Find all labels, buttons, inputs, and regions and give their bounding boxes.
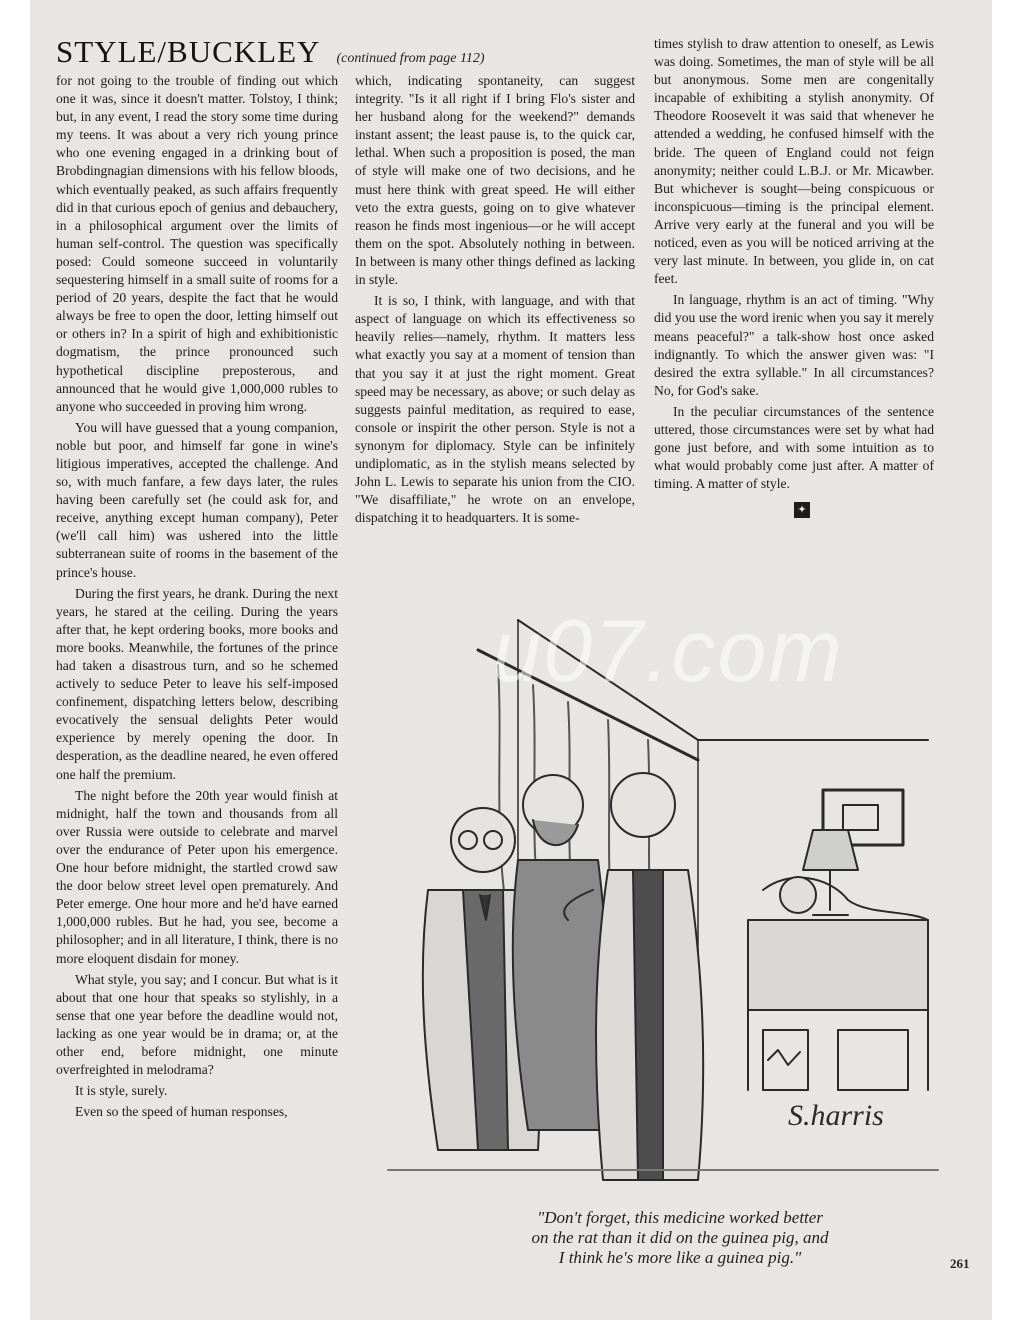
paragraph: times stylish to draw attention to oneself, as Lewis was doing. Sometimes, the man of style will be all but anonymous. Some men are congenitally incapable of exhibiting a stylish anonymity. Of Theodore Roosevelt it was said that whenever he attended a wedding, he confused himself with the bride. The queen of England could not feign anonymity; neither could L.B.J. or Mr. Micawber. But whichever is sought—being conspicuous or inconspicuous—timing is the principal element. Arrive very early at the funeral and you will be noticed, even as you will be noticed arriving at the very last minute. In between, you glide in, on cat feet. [654, 36, 934, 287]
caption-line: on the rat than it did on the guinea pig, and [531, 1228, 829, 1247]
text-column-3 [654, 35, 934, 555]
page-number: 261 [950, 1256, 970, 1271]
article-title: STYLE/BUCKLEY [56, 34, 321, 69]
text-column-1 [56, 72, 338, 1284]
paragraph: The night before the 20th year would finish at midnight, half the town and thousands from all over Russia were outside to celebrate and marvel over the endurance of Peter upon his emergence. One hour before midnight, the startled crowd saw the door below street level open prematurely. And Peter emerge. One hour more and he'd have earned 1,000,000 rubles. But he had, you see, become a philosopher; and in all literature, I think, there is no more eloquent disdain for money. [56, 787, 338, 966]
article-header [56, 34, 616, 74]
caption-line: I think he's more like a guinea pig." [558, 1248, 802, 1267]
paragraph: It is style, surely. [75, 1083, 168, 1099]
continued-note: (continued from page 112) [336, 51, 485, 66]
paragraph: What style, you say; and I concur. But what is it about that one hour that speaks so stylishly, in a sense that one year before the deadline would not, lacking as one year would be in drama; or, at the other end, before midnight, one minute overfreighted in melodrama? [56, 971, 338, 1078]
paragraph: In language, rhythm is an act of timing. "Why did you use the word irenic when you say it merely means peaceful?" a talk-show host once asked indignantly. To which the answer given was: "I desired the extra syllable." In all circumstances? No, for God's sake. [654, 292, 934, 398]
cartoon-signature: S.harris [788, 1099, 884, 1132]
paragraph: Even so the speed of human responses, [75, 1104, 288, 1120]
paragraph: You will have guessed that a young companion, noble but poor, and himself far gone in wine's litigious imperatives, accepted the challenge. And so, with much fanfare, a few days later, the rules having been carefully set (he could ask for, and receive, anything except human company), Peter (we'll call him) was ushered into the little subterranean suite of rooms in the basement of the prince's house. [56, 419, 338, 580]
paragraph: for not going to the trouble of finding out which one it was, since it doesn't matter. Tolstoy, I think; but, in any event, I read the story some time during my teens. It was about a very rich young prince who one evening engaged in a drinking bout of Brobdingnagian dimensions with his fellow bloods, which eventually peaked, as such affairs frequently did in that curious epoch of genius and debauchery, in a philosophical argument over the limits of human self-control. The question was specifically posed: Could someone succeed in voluntarily sequestering himself in a small suite of rooms for a period of 20 years, despite the fact that he would always be free to open the door, letting himself out or others in? In a spirit of high and exhibitionistic dogmatism, the prince pronounced such hypothetical discipline preposterous, and announced that he would give 1,000,000 rubles to anyone who succeeded in proving him wrong. [56, 73, 338, 414]
caption-line: "Don't forget, this medicine worked better [537, 1208, 823, 1227]
end-of-article-icon: ✦ [794, 502, 810, 518]
paragraph: In the peculiar circumstances of the sentence uttered, those circumstances were set by what had gone just before, and with some intuition as to what would probably come just after. A matter of timing. A matter of style. [654, 403, 934, 492]
paragraph: During the first years, he drank. During the next years, he stared at the ceiling. During the years after that, he kept ordering books, more books and more books. Meanwhile, the fortunes of the prince had taken a disastrous turn, and so he schemed actively to seduce Peter to leave his self-imposed confinement, dispatching letters below, describing evocatively the sensual delights Peter would experience by merely opening the door. In desperation, as the deadline neared, he even offered one half the premium. [56, 585, 338, 782]
text-column-2 [355, 72, 635, 577]
magazine-page [30, 0, 992, 1320]
paragraph: It is so, I think, with language, and with that aspect of language on which its effectiveness so heavily relies—namely, rhythm. It matters less what exactly you say at a moment of tension than that you say it at just the right moment. Great speed may be necessary, as above; or such delay as suggests painful meditation, as required to ease, console or inspirit the other person. Style is not a synonym for diplomacy. Style can be infinitely undiplomatic, as in the stylish means selected by John L. Lewis to separate his union from the CIO. "We disaffiliate," he wrote on an envelope, dispatching it to headquarters. It is some- [355, 293, 635, 526]
paragraph: which, indicating spontaneity, can suggest integrity. "Is it all right if I bring Flo's sister and her husband along for the weekend?" demands instant assent; the least pause is, to the quick car, lethal. When such a proposition is posed, the man of style will make one of two decisions, and he must here think with great speed. He will either veto the extra guests, going on to give whatever reason he finds most ingenious—or he will accept them on the spot. Absolutely nothing in between. In between is many other things defined as lacking in style. [355, 73, 635, 288]
watermark: u07.com [492, 601, 844, 700]
cartoon-caption [445, 1208, 915, 1268]
